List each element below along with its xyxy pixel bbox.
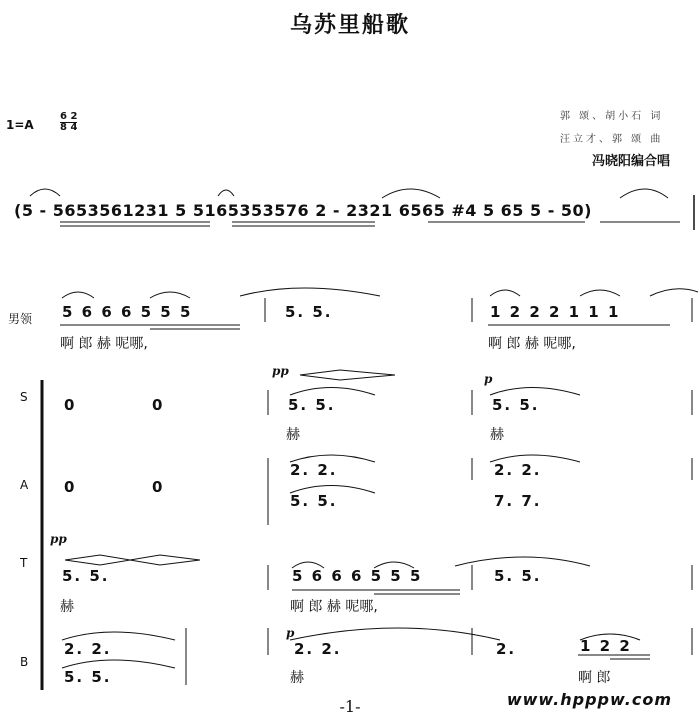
lyricist-credit: 郭 颂、胡小石 词 — [560, 111, 664, 122]
soprano-lyric-3: 赫 — [490, 427, 504, 443]
tenor-measure-2: 5 6 6 6 5 5 5 — [292, 567, 423, 585]
tenor-measure-3: 5. 5. — [494, 567, 542, 585]
soprano-label: S — [20, 390, 28, 404]
bass-measure-3-melody: 1 2 2 — [580, 637, 632, 655]
soprano-measure-3: 5. 5. — [492, 396, 540, 414]
meter-top: 6 2 — [60, 111, 78, 122]
soprano-dynamic-pp: pp — [272, 364, 289, 378]
intro-notation: (5 - 5653561231 5 5165353576 2 - 2321 6565 #4 5 65 5 - 50) — [14, 201, 592, 220]
tenor-measure-1: 5. 5. — [62, 567, 110, 585]
bass-dynamic-p: p — [286, 626, 295, 640]
key-signature: 1=A — [6, 118, 34, 132]
bass-measure-3-held: 2. — [496, 640, 517, 658]
male-lead-measure-1: 5 6 6 6 5 5 5 — [62, 303, 193, 321]
male-lead-lyric-1: 啊 郎 赫 呢哪, — [60, 336, 148, 352]
male-lead-measure-2: 5. 5. — [285, 303, 333, 321]
soprano-lyric-2: 赫 — [286, 427, 300, 443]
soprano-dynamic-p: p — [484, 372, 493, 386]
meter-bottom: 8 4 — [60, 122, 78, 133]
tenor-lyric-2: 啊 郎 赫 呢哪, — [290, 599, 378, 615]
song-title: 乌苏里船歌 — [289, 13, 410, 38]
alto-rest-1: 0 — [64, 478, 77, 496]
composer-credit: 汪立才、郭 颂 曲 — [560, 134, 664, 145]
male-lead-lyric-3: 啊 郎 赫 呢哪, — [488, 336, 576, 352]
soprano-rest-2: 0 — [152, 396, 165, 414]
bass-measure-2: 2. 2. — [294, 640, 342, 658]
bass-measure-1-upper: 2. 2. — [64, 640, 112, 658]
soprano-rest-1: 0 — [64, 396, 77, 414]
tenor-label: T — [20, 556, 28, 570]
bass-label: B — [20, 655, 29, 669]
alto-measure-2-lower: 5. 5. — [290, 492, 338, 510]
page-number: -1- — [339, 697, 361, 716]
soprano-measure-2: 5. 5. — [288, 396, 336, 414]
alto-label: A — [20, 478, 29, 492]
male-lead-measure-3: 1 2 2 2 1 1 1 — [490, 303, 621, 321]
alto-measure-3-upper: 2. 2. — [494, 461, 542, 479]
male-lead-label: 男领 — [8, 312, 33, 326]
bass-measure-1-lower: 5. 5. — [64, 668, 112, 686]
alto-measure-3-lower: 7. 7. — [494, 492, 542, 510]
bass-lyric-3: 啊 郎 — [578, 670, 611, 686]
watermark: www.hpppw.com — [506, 690, 672, 709]
tenor-dynamic-pp: pp — [50, 532, 67, 546]
alto-rest-2: 0 — [152, 478, 165, 496]
bass-lyric-2: 赫 — [290, 670, 304, 686]
alto-measure-2-upper: 2. 2. — [290, 461, 338, 479]
arranger-credit: 冯晓阳编合唱 — [592, 154, 671, 169]
tenor-lyric-1: 赫 — [60, 599, 74, 615]
